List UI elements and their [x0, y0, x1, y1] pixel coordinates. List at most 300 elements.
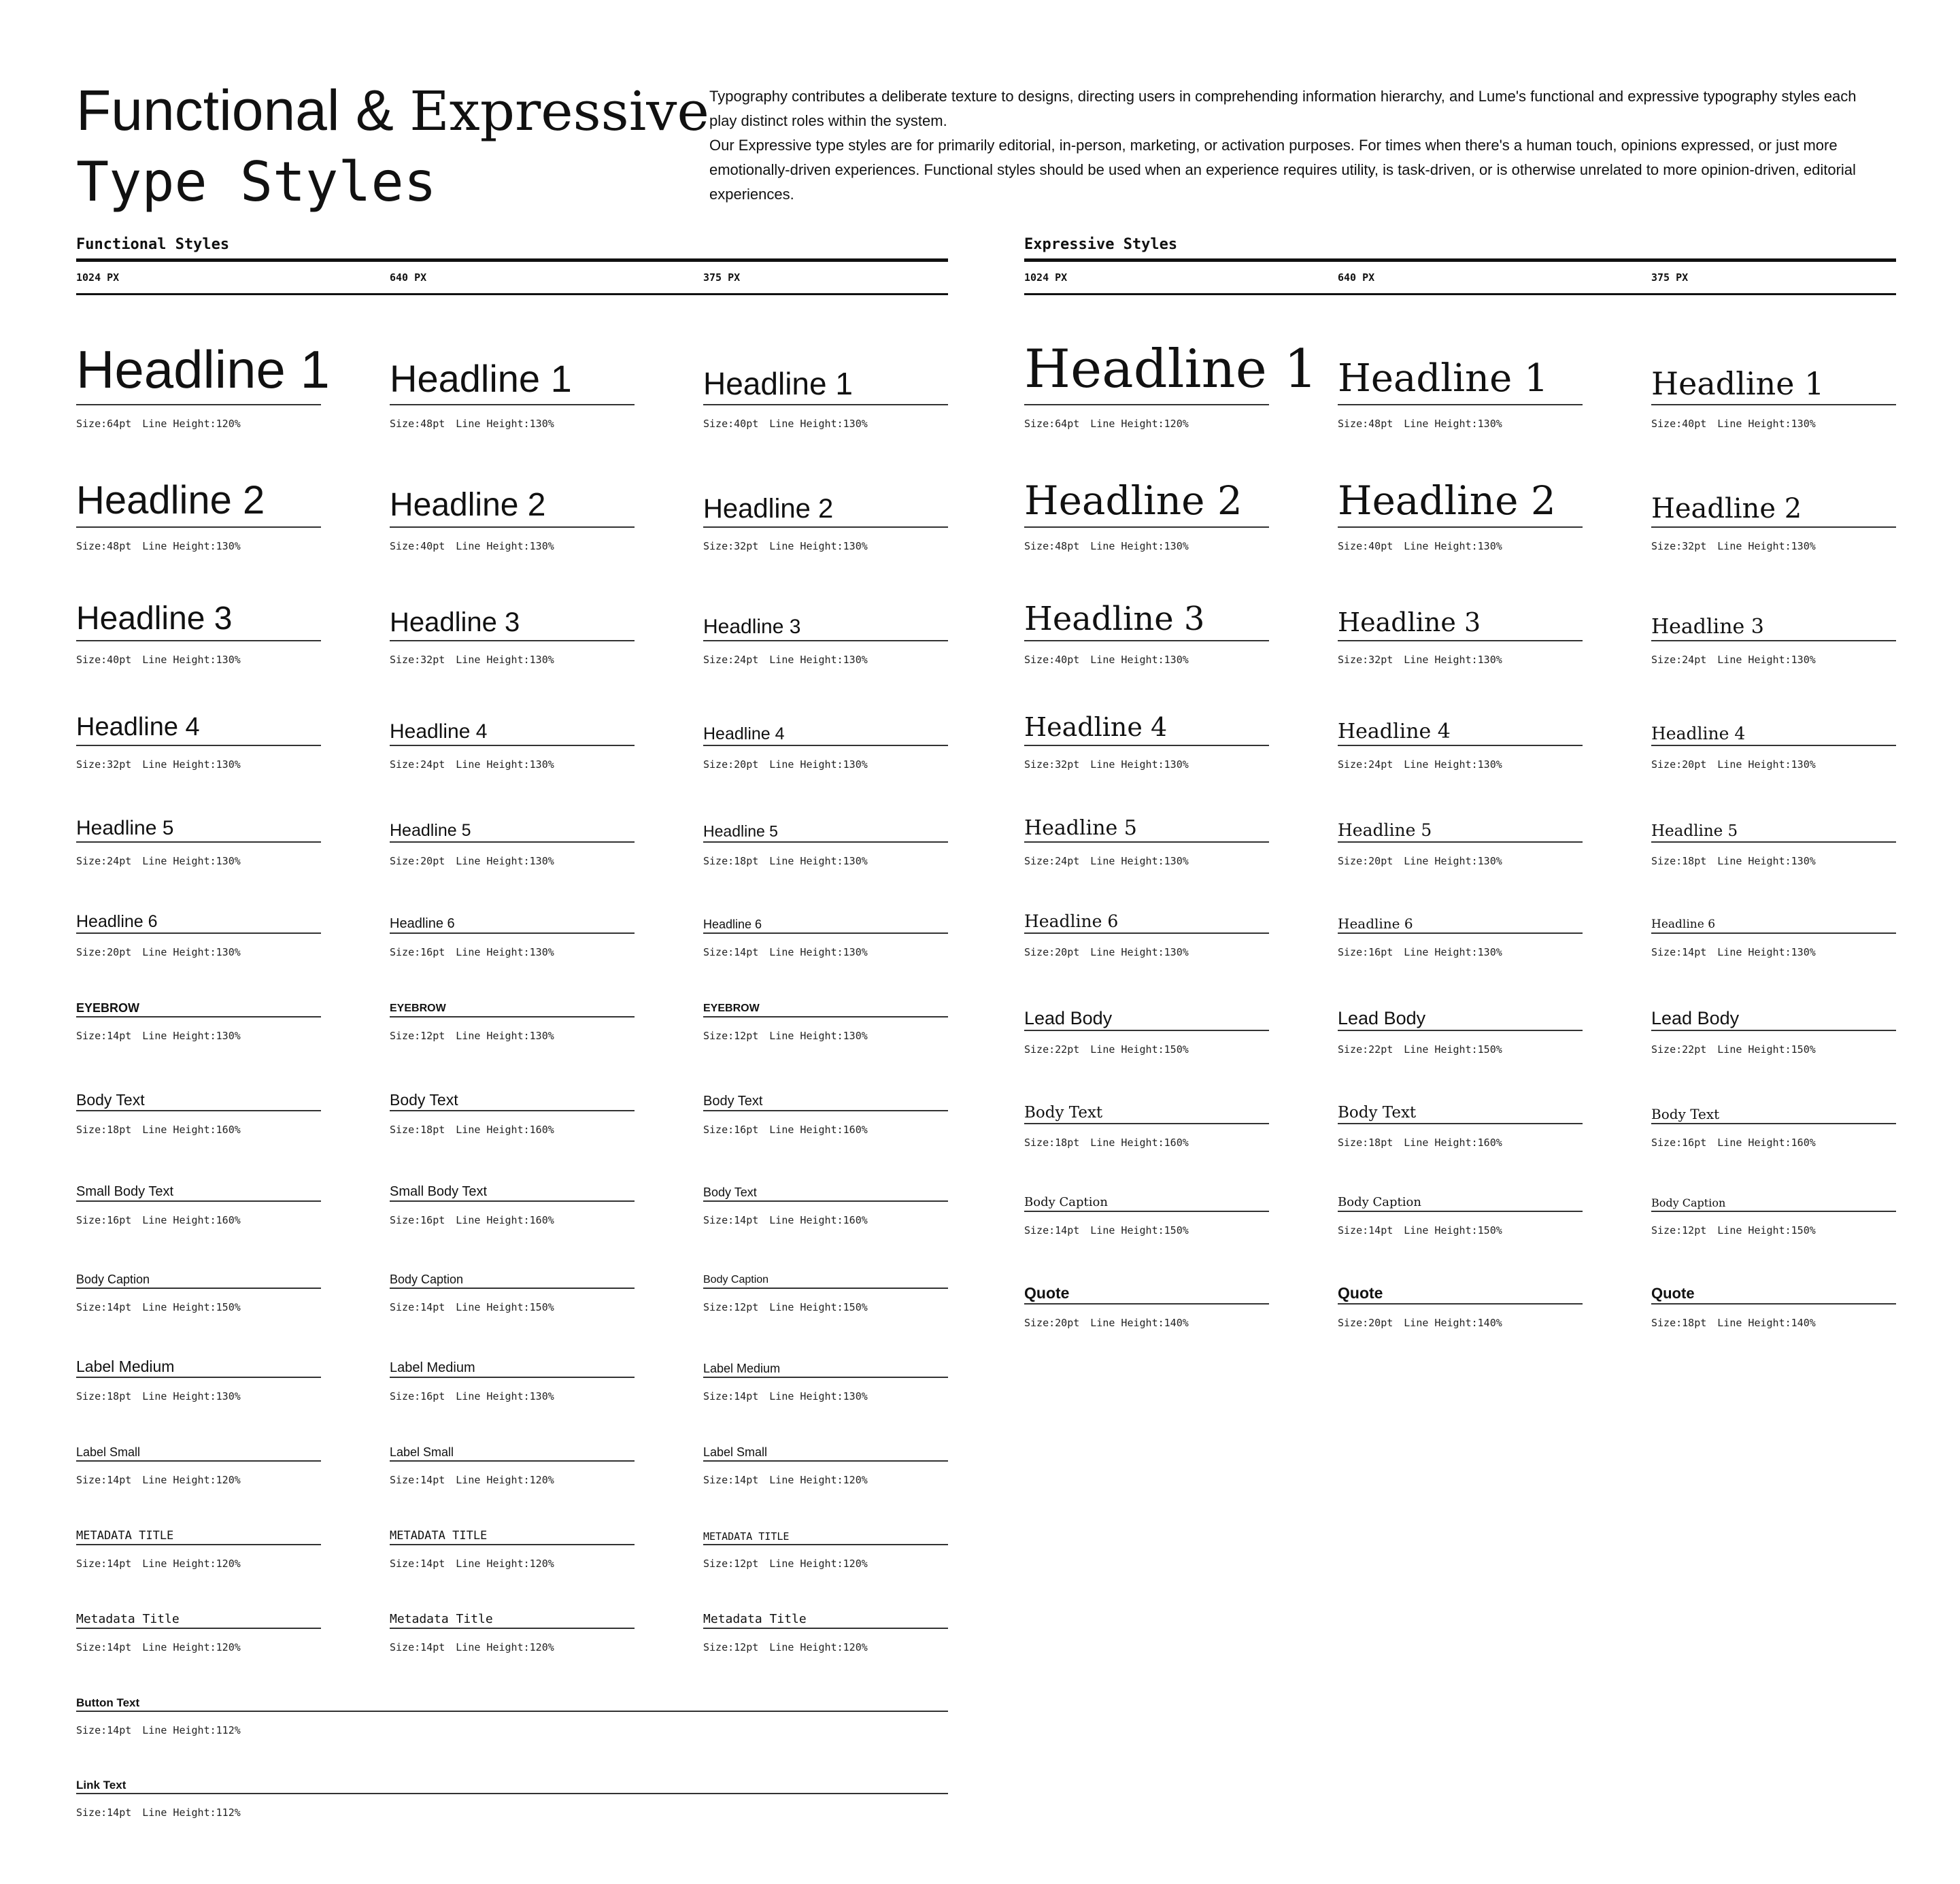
- type-spec-meta: [1651, 1224, 1896, 1237]
- type-spec-sample-area: [1024, 712, 1269, 746]
- type-spec-meta: [76, 1030, 321, 1042]
- type-spec-line-height: Line Height:112%: [142, 1806, 241, 1819]
- type-spec-size: Size:32pt: [1024, 758, 1080, 771]
- type-spec-cell: [1338, 1103, 1583, 1149]
- type-spec-meta: [703, 1641, 948, 1653]
- type-spec-cell: [76, 1612, 321, 1653]
- type-spec-meta: [703, 654, 948, 666]
- type-spec-line-height: Line Height:120%: [1090, 418, 1189, 430]
- type-spec-sample-area: [390, 1272, 635, 1289]
- type-spec-meta: [390, 855, 635, 867]
- type-spec-size: Size:32pt: [390, 654, 445, 666]
- type-spec-size: Size:14pt: [390, 1558, 445, 1570]
- type-spec-meta: [1024, 540, 1269, 552]
- type-spec-sample-area: [1024, 1283, 1269, 1305]
- type-spec-sample-area: [390, 820, 635, 843]
- type-spec-line-height: Line Height:130%: [142, 758, 241, 771]
- type-spec-size: Size:18pt: [1651, 855, 1707, 867]
- type-spec-cell: [390, 1360, 635, 1402]
- type-spec-name: Quote: [1651, 1284, 1695, 1302]
- type-spec-meta: [76, 418, 321, 430]
- type-spec-line-height: Line Height:150%: [1090, 1043, 1189, 1056]
- type-spec-meta: [1024, 946, 1269, 958]
- type-spec-name: Headline 2: [1651, 493, 1802, 524]
- type-spec-meta: [1024, 418, 1269, 430]
- type-spec-line-height: Line Height:130%: [456, 654, 554, 666]
- type-spec-name: Body Text: [390, 1090, 458, 1109]
- type-spec-sample-area: [390, 1003, 635, 1017]
- type-spec-size: Size:16pt: [390, 946, 445, 958]
- type-spec-name: Headline 3: [703, 615, 801, 638]
- type-spec-name: Metadata Title: [703, 1612, 807, 1627]
- type-spec-meta: [703, 1214, 948, 1226]
- type-spec-name: Body Caption: [1024, 1195, 1108, 1210]
- type-spec-name: Headline 1: [1024, 339, 1318, 401]
- type-spec-size: Size:20pt: [1338, 1317, 1393, 1329]
- type-spec-line-height: Line Height:150%: [769, 1301, 868, 1313]
- type-spec-size: Size:14pt: [76, 1301, 132, 1313]
- type-spec-line-height: Line Height:140%: [1404, 1317, 1502, 1329]
- type-spec-sample-area: [76, 1183, 321, 1202]
- type-spec-line-height: Line Height:120%: [456, 1641, 554, 1653]
- type-spec-line-height: Line Height:120%: [142, 1558, 241, 1570]
- type-spec-meta: [76, 1474, 321, 1486]
- type-spec-line-height: Line Height:130%: [769, 855, 868, 867]
- type-spec-sample-area: [390, 1183, 635, 1202]
- type-spec-sample-area: [1338, 1195, 1583, 1212]
- type-spec-meta: [390, 540, 635, 552]
- type-spec-name: Metadata Title: [76, 1612, 180, 1627]
- type-spec-name: Headline 6: [1338, 915, 1413, 932]
- type-spec-meta: [390, 758, 635, 771]
- type-spec-cell: [1338, 607, 1583, 666]
- type-spec-sample-area: [390, 1360, 635, 1378]
- type-spec-meta: [76, 540, 321, 552]
- breakpoint-label-1024: 1024 PX: [1024, 271, 1068, 284]
- type-spec-name: Headline 2: [1024, 477, 1243, 524]
- type-spec-cell: [76, 599, 321, 666]
- type-spec-line-height: Line Height:130%: [1717, 946, 1816, 958]
- type-spec-meta: [1651, 855, 1896, 867]
- type-spec-size: Size:14pt: [703, 1474, 759, 1486]
- type-spec-cell: [1024, 477, 1269, 552]
- type-spec-sample-area: [1338, 1103, 1583, 1124]
- type-spec-sample-area: [703, 1274, 948, 1289]
- type-spec-sample-area: [76, 1272, 321, 1289]
- expressive-breakpoint-row: [1024, 262, 1896, 295]
- type-spec-size: Size:64pt: [76, 418, 132, 430]
- type-spec-cell: [1651, 365, 1896, 430]
- type-spec-line-height: Line Height:150%: [1404, 1224, 1502, 1237]
- type-spec-size: Size:18pt: [1338, 1137, 1393, 1149]
- type-spec-line-height: Line Height:130%: [142, 654, 241, 666]
- type-spec-cell: [76, 815, 321, 867]
- type-spec-meta: [703, 1030, 948, 1042]
- type-spec-name: Headline 5: [703, 822, 778, 840]
- type-spec-meta: [1651, 654, 1896, 666]
- type-spec-name: Quote: [1338, 1283, 1383, 1302]
- type-spec-cell: [703, 1185, 948, 1226]
- type-spec-sample-area: [76, 1530, 321, 1545]
- type-spec-line-height: Line Height:140%: [1090, 1317, 1189, 1329]
- type-spec-line-height: Line Height:160%: [142, 1214, 241, 1226]
- type-spec-cell: [703, 492, 948, 552]
- type-spec-line-height: Line Height:130%: [142, 946, 241, 958]
- type-spec-size: Size:12pt: [703, 1641, 759, 1653]
- type-spec-size: Size:12pt: [390, 1030, 445, 1042]
- type-spec-name: Headline 2: [1338, 477, 1556, 524]
- type-spec-cell: [703, 1093, 948, 1136]
- type-spec-size: Size:40pt: [390, 540, 445, 552]
- type-spec-sample-area: [390, 1530, 635, 1545]
- type-spec-sample-area: [1024, 1103, 1269, 1124]
- type-spec-meta: [390, 1390, 635, 1402]
- type-spec-meta: [76, 855, 321, 867]
- type-spec-name: Headline 1: [1651, 365, 1825, 402]
- type-spec-size: Size:18pt: [1651, 1317, 1707, 1329]
- type-spec-size: Size:14pt: [390, 1641, 445, 1653]
- type-spec-sample-area: [76, 1000, 321, 1017]
- type-spec-line-height: Line Height:130%: [456, 946, 554, 958]
- type-spec-cell: [76, 1000, 321, 1042]
- type-spec-meta: [390, 1030, 635, 1042]
- type-spec-sample-area: [703, 1093, 948, 1111]
- type-spec-size: Size:16pt: [1651, 1137, 1707, 1149]
- type-spec-cell: [76, 712, 321, 771]
- type-spec-line-height: Line Height:130%: [1717, 855, 1816, 867]
- intro-text: [709, 84, 1879, 207]
- type-spec-size: Size:16pt: [76, 1214, 132, 1226]
- breakpoint-label-1024: 1024 PX: [76, 271, 120, 284]
- type-spec-line-height: Line Height:130%: [1090, 654, 1189, 666]
- type-spec-line-height: Line Height:130%: [1090, 855, 1189, 867]
- type-spec-name: Small Body Text: [76, 1184, 174, 1199]
- type-spec-cell: [1024, 911, 1269, 958]
- type-spec-size: Size:24pt: [1651, 654, 1707, 666]
- type-spec-line-height: Line Height:160%: [769, 1214, 868, 1226]
- type-spec-meta: [1338, 855, 1583, 867]
- type-spec-sample-area: [390, 719, 635, 746]
- type-spec-name: Headline 3: [1024, 599, 1205, 638]
- type-spec-line-height: Line Height:120%: [142, 418, 241, 430]
- type-spec-meta: [1338, 946, 1583, 958]
- type-spec-sample-area: [1651, 822, 1896, 843]
- type-spec-name: Headline 1: [1338, 356, 1549, 401]
- type-spec-name: Headline 3: [1651, 614, 1764, 639]
- breakpoint-label-640: 640 PX: [390, 271, 427, 284]
- type-spec-cell: [703, 822, 948, 867]
- type-spec-name: Body Caption: [703, 1274, 769, 1286]
- type-spec-line-height: Line Height:130%: [1717, 540, 1816, 552]
- type-spec-line-height: Line Height:130%: [769, 540, 868, 552]
- type-spec-meta: [703, 1301, 948, 1313]
- type-spec-cell: [1651, 492, 1896, 552]
- type-spec-line-height: Line Height:120%: [769, 1641, 868, 1653]
- type-spec-cell: [1338, 1283, 1583, 1329]
- type-spec-line-height: Line Height:130%: [769, 418, 868, 430]
- type-spec-sample-area: [703, 822, 948, 843]
- type-spec-meta: [703, 540, 948, 552]
- type-spec-name: Headline 5: [76, 816, 174, 839]
- type-spec-meta: [1651, 1043, 1896, 1056]
- type-spec-size: Size:14pt: [76, 1806, 132, 1819]
- type-spec-cell: [1024, 1283, 1269, 1329]
- type-spec-name: Headline 6: [1651, 918, 1716, 932]
- type-spec-size: Size:14pt: [76, 1641, 132, 1653]
- type-spec-line-height: Line Height:130%: [1717, 418, 1816, 430]
- type-spec-size: Size:12pt: [703, 1030, 759, 1042]
- type-spec-size: Size:40pt: [1651, 418, 1707, 430]
- type-spec-size: Size:14pt: [703, 946, 759, 958]
- type-spec-cell: [1024, 712, 1269, 771]
- expressive-section-heading: Expressive Styles: [1024, 236, 1178, 253]
- type-spec-cell: [76, 1696, 948, 1736]
- type-spec-size: Size:14pt: [76, 1558, 132, 1570]
- type-spec-name: Headline 2: [703, 494, 834, 524]
- type-spec-line-height: Line Height:130%: [456, 1390, 554, 1402]
- type-spec-line-height: Line Height:130%: [1090, 540, 1189, 552]
- type-spec-cell: [1024, 815, 1269, 867]
- type-spec-size: Size:20pt: [1024, 946, 1080, 958]
- type-spec-cell: [76, 1272, 321, 1313]
- type-spec-meta: [76, 1806, 948, 1819]
- type-spec-meta: [390, 946, 635, 958]
- type-spec-meta: [390, 1214, 635, 1226]
- type-spec-cell: [1338, 1007, 1583, 1056]
- type-spec-cell: [1651, 1007, 1896, 1056]
- type-spec-sample-area: [1651, 724, 1896, 746]
- type-spec-line-height: Line Height:130%: [456, 1030, 554, 1042]
- type-spec-meta: [76, 1724, 948, 1736]
- type-spec-sample-area: [76, 1696, 948, 1712]
- type-spec-line-height: Line Height:130%: [456, 758, 554, 771]
- type-spec-name: Headline 6: [390, 916, 455, 931]
- type-spec-cell: [76, 1779, 948, 1819]
- type-spec-size: Size:14pt: [76, 1474, 132, 1486]
- type-spec-size: Size:64pt: [1024, 418, 1080, 430]
- type-spec-name: Body Caption: [1338, 1195, 1421, 1210]
- type-spec-size: Size:40pt: [1024, 654, 1080, 666]
- type-spec-line-height: Line Height:130%: [769, 654, 868, 666]
- type-spec-line-height: Line Height:130%: [1717, 654, 1816, 666]
- type-spec-cell: [1651, 614, 1896, 666]
- type-spec-size: Size:22pt: [1024, 1043, 1080, 1056]
- type-spec-meta: [76, 1124, 321, 1136]
- page-title-expressive: Expressive: [409, 80, 709, 143]
- page-title-line-1: [76, 72, 709, 150]
- type-spec-line-height: Line Height:150%: [1090, 1224, 1189, 1237]
- type-spec-size: Size:18pt: [76, 1124, 132, 1136]
- type-spec-sample-area: [1651, 614, 1896, 641]
- type-spec-line-height: Line Height:140%: [1717, 1317, 1816, 1329]
- type-spec-line-height: Line Height:130%: [456, 855, 554, 867]
- type-spec-cell: [390, 820, 635, 867]
- type-spec-name: Label Medium: [76, 1357, 175, 1375]
- type-spec-size: Size:16pt: [1338, 946, 1393, 958]
- type-spec-line-height: Line Height:120%: [142, 1641, 241, 1653]
- intro-paragraph-2: Our Expressive type styles are for primarily editorial, in-person, marketing, or activation purposes. For times when there's a human touch, opinions expressed, or just more emotionally-driven experiences. Functional styles should be used when an experience requires utility, is task-driven, or is otherwise unrelated to more opinion-driven, editorial experiences.: [709, 137, 1856, 203]
- type-spec-name: Button Text: [76, 1696, 140, 1710]
- breakpoint-label-640: 640 PX: [1338, 271, 1375, 284]
- type-spec-line-height: Line Height:150%: [1404, 1043, 1502, 1056]
- type-spec-size: Size:22pt: [1338, 1043, 1393, 1056]
- functional-section: [76, 231, 948, 295]
- type-spec-cell: [1338, 356, 1583, 430]
- type-spec-size: Size:20pt: [76, 946, 132, 958]
- type-spec-size: Size:40pt: [76, 654, 132, 666]
- type-spec-line-height: Line Height:130%: [1090, 758, 1189, 771]
- type-spec-meta: [1651, 1137, 1896, 1149]
- type-spec-cell: [703, 1531, 948, 1570]
- type-spec-meta: [76, 1301, 321, 1313]
- type-spec-name: METADATA TITLE: [76, 1529, 174, 1543]
- type-spec-name: Headline 5: [390, 820, 471, 840]
- type-spec-name: METADATA TITLE: [703, 1530, 790, 1543]
- type-spec-size: Size:14pt: [76, 1030, 132, 1042]
- type-spec-name: Label Small: [76, 1445, 141, 1460]
- type-spec-line-height: Line Height:130%: [142, 1030, 241, 1042]
- type-spec-meta: [1651, 1317, 1896, 1329]
- type-spec-size: Size:18pt: [1024, 1137, 1080, 1149]
- type-spec-cell: [703, 1274, 948, 1313]
- type-spec-line-height: Line Height:160%: [1717, 1137, 1816, 1149]
- type-spec-size: Size:24pt: [76, 855, 132, 867]
- type-spec-sample-area: [390, 356, 635, 405]
- type-spec-size: Size:14pt: [1338, 1224, 1393, 1237]
- type-spec-cell: [703, 1361, 948, 1402]
- type-spec-size: Size:32pt: [1651, 540, 1707, 552]
- type-spec-sample-area: [1651, 1284, 1896, 1305]
- type-spec-cell: [1024, 599, 1269, 666]
- type-spec-size: Size:14pt: [76, 1724, 132, 1736]
- type-spec-name: Metadata Title: [390, 1612, 493, 1627]
- type-spec-cell: [703, 724, 948, 771]
- type-spec-name: Small Body Text: [390, 1184, 488, 1199]
- type-spec-meta: [703, 418, 948, 430]
- type-spec-cell: [390, 1445, 635, 1486]
- breakpoint-label-375: 375 PX: [703, 271, 741, 284]
- type-spec-sample-area: [703, 724, 948, 746]
- type-spec-sample-area: [703, 1003, 948, 1017]
- type-spec-line-height: Line Height:130%: [1404, 540, 1502, 552]
- type-spec-sample-area: [1338, 820, 1583, 843]
- page-title-line-2: Type Styles: [76, 150, 437, 214]
- type-spec-name: Lead Body: [1651, 1007, 1740, 1028]
- type-spec-meta: [1024, 855, 1269, 867]
- type-spec-cell: [390, 1272, 635, 1313]
- type-spec-cell: [390, 1003, 635, 1042]
- type-spec-sample-area: [1024, 1195, 1269, 1212]
- intro-paragraph-1: Typography contributes a deliberate texture to designs, directing users in comprehending information hierarchy, and Lume's functional and expressive typography styles each play distinct roles within the system.: [709, 88, 1857, 129]
- type-spec-cell: [76, 1183, 321, 1226]
- type-spec-cell: [1024, 1195, 1269, 1237]
- type-spec-meta: [1024, 758, 1269, 771]
- type-spec-sample-area: [390, 606, 635, 641]
- type-spec-size: Size:18pt: [390, 1124, 445, 1136]
- type-spec-sample-area: [390, 1612, 635, 1629]
- type-spec-name: Label Small: [703, 1445, 768, 1460]
- functional-breakpoint-row: [76, 262, 948, 295]
- type-spec-sample-area: [76, 712, 321, 746]
- type-spec-meta: [703, 758, 948, 771]
- type-spec-size: Size:22pt: [1651, 1043, 1707, 1056]
- type-spec-cell: [1024, 337, 1318, 430]
- type-spec-name: Headline 1: [703, 365, 853, 401]
- type-spec-name: Body Text: [1024, 1103, 1103, 1122]
- type-spec-size: Size:24pt: [390, 758, 445, 771]
- type-spec-line-height: Line Height:150%: [142, 1301, 241, 1313]
- type-spec-meta: [1024, 1224, 1269, 1237]
- type-spec-name: Headline 2: [76, 478, 265, 523]
- type-spec-name: Headline 6: [1024, 911, 1119, 931]
- type-spec-sample-area: [76, 1445, 321, 1462]
- type-spec-sample-area: [76, 1090, 321, 1111]
- type-spec-line-height: Line Height:120%: [769, 1474, 868, 1486]
- type-spec-line-height: Line Height:120%: [142, 1474, 241, 1486]
- type-spec-meta: [76, 654, 321, 666]
- type-spec-size: Size:20pt: [1338, 855, 1393, 867]
- type-spec-size: Size:14pt: [703, 1390, 759, 1402]
- type-spec-meta: [1338, 758, 1583, 771]
- type-spec-meta: [76, 1390, 321, 1402]
- type-spec-meta: [1338, 1224, 1583, 1237]
- type-spec-name: Body Text: [703, 1185, 757, 1200]
- type-spec-sample-area: [1024, 599, 1269, 641]
- type-spec-cell: [76, 1357, 321, 1402]
- type-spec-size: Size:20pt: [703, 758, 759, 771]
- type-spec-meta: [1024, 1137, 1269, 1149]
- type-spec-line-height: Line Height:160%: [1090, 1137, 1189, 1149]
- type-spec-sample-area: [76, 1357, 321, 1378]
- type-spec-size: Size:40pt: [703, 418, 759, 430]
- type-spec-sample-area: [76, 911, 321, 934]
- type-spec-sample-area: [1338, 1283, 1583, 1305]
- type-spec-name: Body Text: [1651, 1106, 1720, 1122]
- type-spec-line-height: Line Height:120%: [769, 1558, 868, 1570]
- type-spec-cell: [76, 911, 321, 958]
- type-spec-sample-area: [1338, 1007, 1583, 1031]
- type-spec-size: Size:12pt: [1651, 1224, 1707, 1237]
- type-spec-meta: [76, 1558, 321, 1570]
- type-spec-name: Headline 4: [1024, 712, 1168, 743]
- type-spec-name: Headline 3: [76, 600, 233, 637]
- type-spec-cell: [1338, 1195, 1583, 1237]
- type-spec-sample-area: [390, 915, 635, 934]
- type-spec-cell: [1024, 1103, 1269, 1149]
- type-spec-line-height: Line Height:160%: [142, 1124, 241, 1136]
- type-spec-name: Body Caption: [1651, 1196, 1726, 1210]
- type-spec-name: Headline 1: [390, 357, 572, 401]
- type-spec-meta: [703, 1124, 948, 1136]
- type-spec-sample-area: [1024, 477, 1269, 528]
- type-spec-line-height: Line Height:150%: [456, 1301, 554, 1313]
- type-spec-meta: [1024, 654, 1269, 666]
- type-spec-name: Headline 6: [76, 911, 158, 931]
- type-spec-name: Label Medium: [703, 1362, 781, 1376]
- type-spec-sample-area: [1651, 1007, 1896, 1031]
- type-spec-name: Lead Body: [1024, 1007, 1113, 1028]
- type-spec-cell: [76, 1090, 321, 1136]
- functional-section-heading: Functional Styles: [76, 236, 230, 253]
- type-spec-cell: [76, 1445, 321, 1486]
- type-spec-size: Size:24pt: [1024, 855, 1080, 867]
- type-spec-meta: [1024, 1043, 1269, 1056]
- type-spec-name: Headline 5: [1024, 815, 1137, 840]
- type-spec-size: Size:48pt: [1338, 418, 1393, 430]
- type-spec-cell: [1651, 918, 1896, 958]
- type-spec-name: Label Medium: [390, 1360, 475, 1375]
- type-spec-cell: [390, 606, 635, 666]
